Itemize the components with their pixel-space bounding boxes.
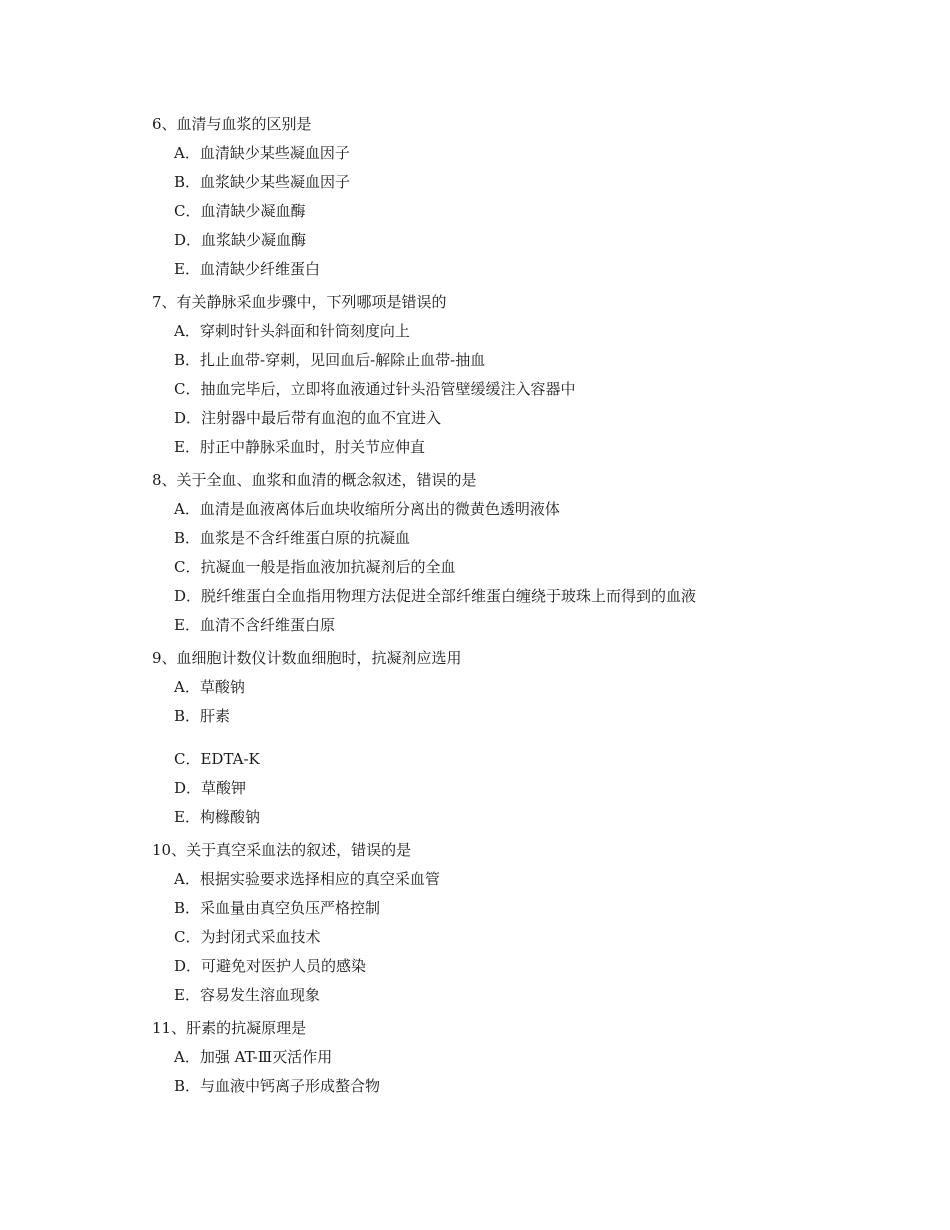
question-9-option-d: D．草酸钾: [174, 779, 247, 797]
question-8-stem: 8、关于全血、血浆和血清的概念叙述，错误的是: [152, 471, 477, 489]
question-11-option-a: A．加强 AT-Ⅲ灭活作用: [174, 1048, 333, 1066]
question-7-option-c: C．抽血完毕后，立即将血液通过针头沿管壁缓缓注入容器中: [174, 380, 576, 398]
question-8-option-e: E．血清不含纤维蛋白原: [174, 616, 335, 634]
question-8-option-c: C．抗凝血一般是指血液加抗凝剂后的全血: [174, 558, 456, 576]
question-9-option-a: A．草酸钠: [174, 678, 245, 696]
question-6-option-c: C．血清缺少凝血酶: [174, 202, 306, 220]
question-7-stem: 7、有关静脉采血步骤中，下列哪项是错误的: [152, 293, 447, 311]
question-6-option-b: B．血浆缺少某些凝血因子: [174, 173, 351, 191]
question-7-option-d: D．注射器中最后带有血泡的血不宜进入: [174, 409, 442, 427]
question-10-option-a: A．根据实验要求选择相应的真空采血管: [174, 870, 440, 888]
question-6-option-e: E．血清缺少纤维蛋白: [174, 260, 320, 278]
question-9-stem: 9、血细胞计数仪计数血细胞时，抗凝剂应选用: [152, 649, 462, 667]
question-11-option-b: B．与血液中钙离子形成螯合物: [174, 1077, 381, 1095]
question-10-option-c: C．为封闭式采血技术: [174, 928, 321, 946]
question-7-option-e: E．肘正中静脉采血时，肘关节应伸直: [174, 438, 425, 456]
question-9-option-e: E．枸橼酸钠: [174, 808, 260, 826]
question-6-option-d: D．血浆缺少凝血酶: [174, 231, 307, 249]
question-6-option-a: A．血清缺少某些凝血因子: [174, 144, 350, 162]
question-10-option-b: B．采血量由真空负压严格控制: [174, 899, 381, 917]
question-9-option-c: C．EDTA-K: [174, 750, 260, 768]
question-10-stem: 10、关于真空采血法的叙述，错误的是: [152, 841, 412, 859]
question-9-option-b: B．肝素: [174, 707, 231, 725]
question-6-stem: 6、血清与血浆的区别是: [152, 115, 312, 133]
question-7-option-a: A．穿刺时针头斜面和针筒刻度向上: [174, 322, 410, 340]
question-8-option-a: A．血清是血液离体后血块收缩所分离出的微黄色透明液体: [174, 500, 560, 518]
question-8-option-d: D．脱纤维蛋白全血指用物理方法促进全部纤维蛋白缠绕于玻珠上而得到的血液: [174, 587, 697, 605]
question-11-stem: 11、肝素的抗凝原理是: [152, 1019, 307, 1037]
question-8-option-b: B．血浆是不含纤维蛋白原的抗凝血: [174, 529, 411, 547]
question-7-option-b: B．扎止血带-穿刺，见回血后-解除止血带-抽血: [174, 351, 486, 369]
question-10-option-e: E．容易发生溶血现象: [174, 986, 320, 1004]
question-10-option-d: D．可避免对医护人员的感染: [174, 957, 367, 975]
